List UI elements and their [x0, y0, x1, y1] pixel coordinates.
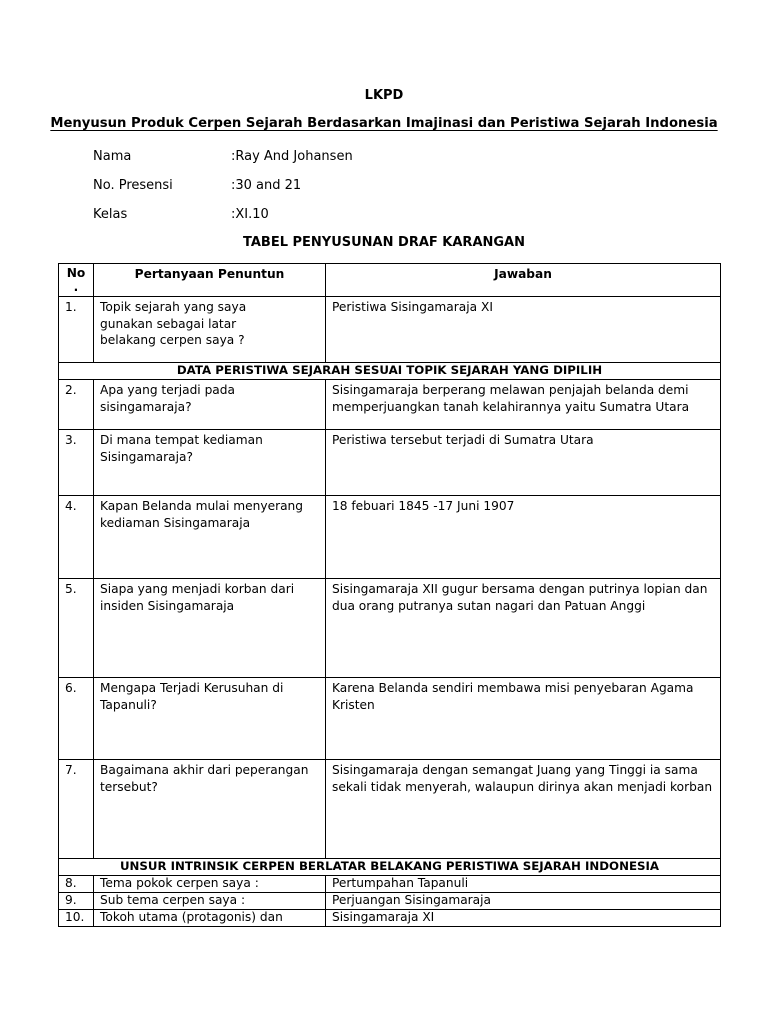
- section-header-row: [59, 859, 721, 876]
- table-row: [59, 876, 721, 893]
- table-row: [59, 760, 721, 859]
- row-answer: Sisingamaraja XI: [326, 910, 721, 927]
- table-title: TABEL PENYUSUNAN DRAF KARANGAN: [242, 235, 525, 250]
- row-answer: 18 febuari 1845 -17 Juni 1907: [326, 496, 721, 579]
- table-row: [59, 380, 721, 430]
- row-question: Bagaimana akhir dari peperangan tersebut?: [94, 760, 326, 859]
- section-header: UNSUR INTRINSIK CERPEN BERLATAR BELAKANG PERISTIWA SEJARAH INDONESIA: [59, 859, 721, 876]
- table-header-row: [59, 264, 721, 297]
- info-label: Kelas: [93, 207, 128, 222]
- table-row: [59, 430, 721, 496]
- table-row: [59, 579, 721, 678]
- info-value: :XI.10: [231, 207, 269, 222]
- info-value: :Ray And Johansen: [231, 149, 353, 164]
- row-answer: Sisingamaraja XII gugur bersama dengan putrinya lopian dan dua orang putranya sutan nagari dan Patuan Anggi: [326, 579, 721, 678]
- table-row: [59, 496, 721, 579]
- row-number: 8.: [59, 876, 94, 893]
- row-question: Mengapa Terjadi Kerusuhan di Tapanuli?: [94, 678, 326, 760]
- row-number: 7.: [59, 760, 94, 859]
- row-answer: Peristiwa tersebut terjadi di Sumatra Utara: [326, 430, 721, 496]
- row-answer: Sisingamaraja dengan semangat Juang yang Tinggi ia sama sekali tidak menyerah, walaupun dirinya akan menjadi korban: [326, 760, 721, 859]
- header-question: Pertanyaan Penuntun: [94, 264, 326, 297]
- row-answer: Peristiwa Sisingamaraja XI: [326, 297, 721, 363]
- section-header: DATA PERISTIWA SEJARAH SESUAI TOPIK SEJARAH YANG DIPILIH: [59, 363, 721, 380]
- header-answer: Jawaban: [326, 264, 721, 297]
- row-answer: Pertumpahan Tapanuli: [326, 876, 721, 893]
- table-row: [59, 297, 721, 363]
- row-question: Sub tema cerpen saya :: [94, 893, 326, 910]
- row-number: 3.: [59, 430, 94, 496]
- row-question: Tema pokok cerpen saya :: [94, 876, 326, 893]
- row-answer: Karena Belanda sendiri membawa misi penyebaran Agama Kristen: [326, 678, 721, 760]
- row-question: Apa yang terjadi pada sisingamaraja?: [94, 380, 326, 430]
- document-subtitle: Menyusun Produk Cerpen Sejarah Berdasarkan Imajinasi dan Peristiwa Sejarah Indonesia: [50, 116, 718, 131]
- row-number: 4.: [59, 496, 94, 579]
- row-number: 2.: [59, 380, 94, 430]
- row-number: 5.: [59, 579, 94, 678]
- table-row: [59, 678, 721, 760]
- row-number: 9.: [59, 893, 94, 910]
- table-row: [59, 893, 721, 910]
- table-row: [59, 910, 721, 927]
- row-question: Siapa yang menjadi korban dari insiden Sisingamaraja: [94, 579, 326, 678]
- row-question: Kapan Belanda mulai menyerang kediaman Sisingamaraja: [94, 496, 326, 579]
- row-question: Topik sejarah yang saya gunakan sebagai latar belakang cerpen saya ?: [94, 297, 326, 363]
- document-title: LKPD: [364, 88, 404, 103]
- info-label: No. Presensi: [93, 178, 173, 193]
- info-label: Nama: [93, 149, 132, 164]
- row-number: 6.: [59, 678, 94, 760]
- section-header-row: [59, 363, 721, 380]
- row-answer: Sisingamaraja berperang melawan penjajah belanda demi memperjuangkan tanah kelahirannya yaitu Sumatra Utara: [326, 380, 721, 430]
- row-question: Tokoh utama (protagonis) dan: [94, 910, 326, 927]
- row-number: 1.: [59, 297, 94, 363]
- header-no: No .: [59, 264, 94, 297]
- draft-table: [58, 263, 721, 927]
- row-question: Di mana tempat kediaman Sisingamaraja?: [94, 430, 326, 496]
- row-answer: Perjuangan Sisingamaraja: [326, 893, 721, 910]
- info-value: :30 and 21: [231, 178, 302, 193]
- row-number: 10.: [59, 910, 94, 927]
